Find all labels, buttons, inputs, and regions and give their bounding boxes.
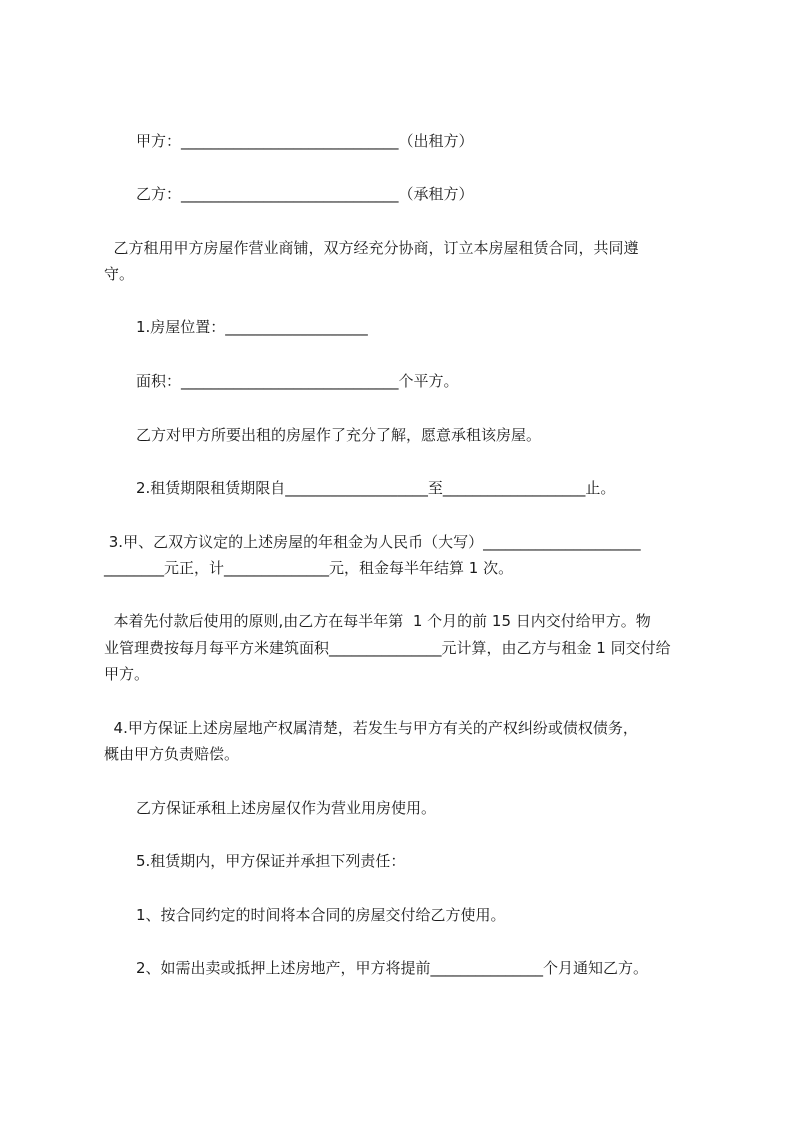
payment-paragraph-line-1: 本着先付款后使用的原则,由乙方在每半年第 1 个月的前 15 日内交付给甲方。物	[104, 612, 651, 630]
house-location-line: 1.房屋位置：___________________	[136, 318, 368, 336]
responsibility-item-2: 2、如需出卖或抵押上述房地产，甲方将提前_______________个月通知乙方。	[136, 959, 649, 977]
understanding-line: 乙方对甲方所要出租的房屋作了充分了解，愿意承租该房屋。	[136, 426, 542, 444]
party-b-line: 乙方：_____________________________（承租方）	[136, 185, 474, 203]
party-a-line: 甲方：_____________________________（出租方）	[136, 132, 474, 150]
intro-paragraph-line-1: 乙方租用甲方房屋作营业商铺，双方经充分协商，订立本房屋租赁合同，共同遵	[104, 239, 639, 257]
payment-paragraph-line-3: 甲方。	[104, 665, 150, 683]
area-line: 面积：_____________________________个平方。	[136, 372, 459, 390]
responsibilities-title: 5.租赁期内，甲方保证并承担下列责任：	[136, 852, 406, 870]
lease-term-line: 2.租赁期限租赁期限自___________________至___________________止。	[136, 479, 616, 497]
intro-paragraph-line-2: 守。	[104, 265, 135, 283]
ownership-paragraph-line-1: 4.甲方保证上述房屋地产权属清楚，若发生与甲方有关的产权纠纷或债权债务，	[104, 719, 638, 737]
payment-paragraph-line-2: 业管理费按每月每平方米建筑面积_______________元计算，由乙方与租金 1 同交付给	[104, 639, 671, 657]
ownership-paragraph-line-2: 概由甲方负责赔偿。	[104, 745, 240, 763]
usage-line: 乙方保证承租上述房屋仅作为营业用房使用。	[136, 799, 437, 817]
rent-paragraph-line-2: ________元正，计______________元，租金每半年结算 1 次。	[104, 559, 514, 577]
responsibility-item-1: 1、按合同约定的时间将本合同的房屋交付给乙方使用。	[136, 906, 506, 924]
rent-paragraph-line-1: 3.甲、乙双方议定的上述房屋的年租金为人民币（大写）_____________________	[104, 533, 641, 551]
